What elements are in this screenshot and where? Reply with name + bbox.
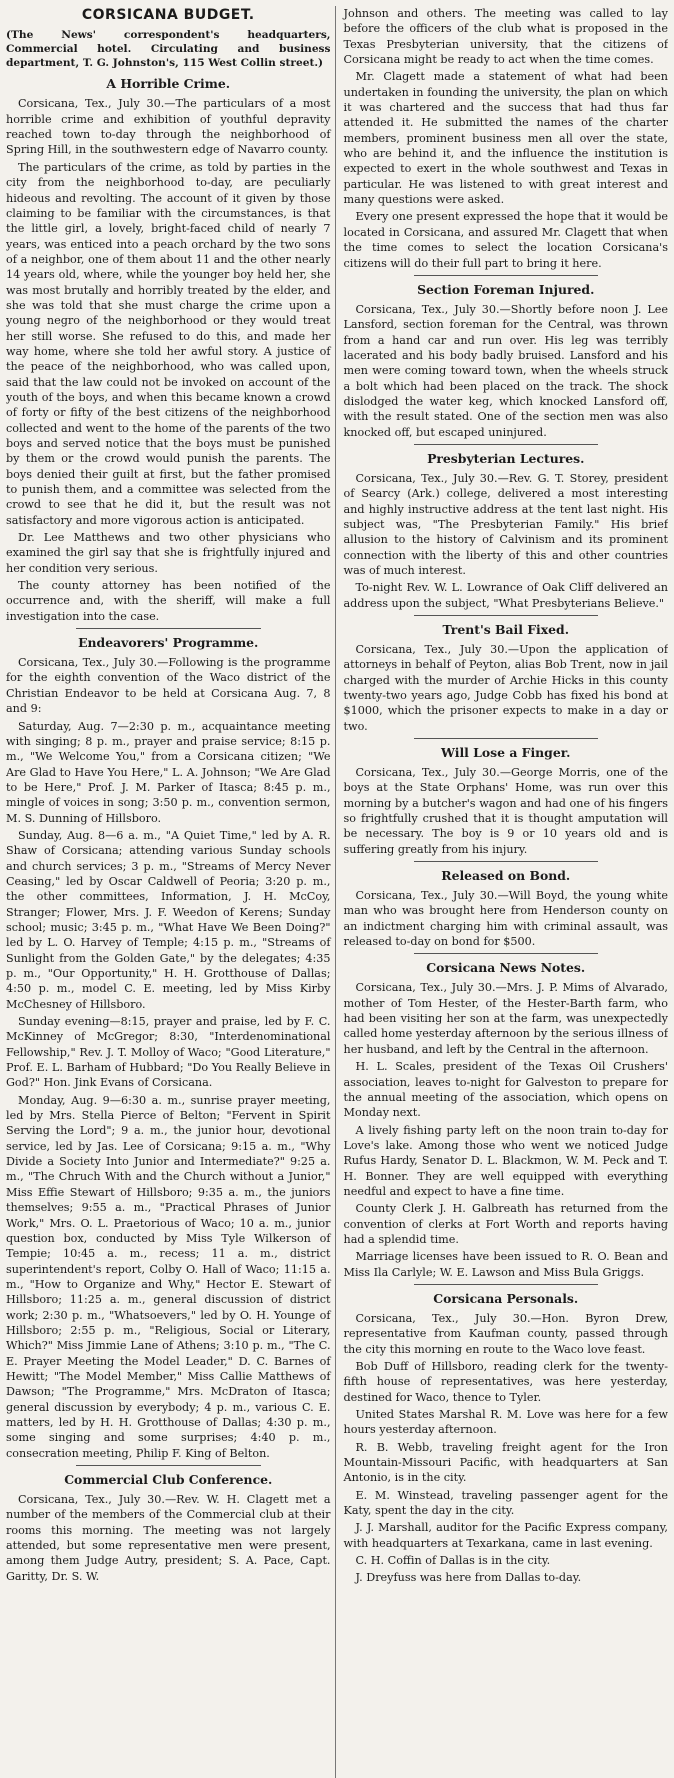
article-paragraph: Corsicana, Tex., July 30.—Will Boyd, the young white man who was brought here from Henderson county on an indictment charging him with criminal assault, was released to-day on bond for $500. <box>343 889 668 949</box>
article-headline: Endeavorers' Programme. <box>78 635 259 651</box>
article-paragraph: United States Marshal R. M. Love was here for a few hours yesterday afternoon. <box>343 1408 668 1437</box>
left-articles <box>6 76 331 1584</box>
article <box>344 861 669 949</box>
right-column <box>336 6 669 1778</box>
article-headline: Released on Bond. <box>441 868 571 884</box>
columns <box>6 6 668 1778</box>
article <box>344 275 669 440</box>
article-paragraph: Johnson and others. The meeting was called to lay before the officers of the club what is proposed in the Texas Presbyterian university, that the citizens of Corsicana might be ready to act when the time comes. <box>343 7 668 67</box>
article-headline: Presbyterian Lectures. <box>427 450 585 466</box>
article-paragraph: Every one present expressed the hope that it would be located in Corsicana, and assured Mr. Clagett that when the time comes to select the location Corsicana's citizens will do their full part to bring it here. <box>343 210 668 270</box>
article <box>344 615 669 734</box>
article-paragraph: E. M. Winstead, traveling passenger agent for the Katy, spent the day in the city. <box>343 1488 668 1518</box>
article-headline: Commercial Club Conference. <box>64 1472 273 1487</box>
article-paragraph: Corsicana, Tex., July 30.—Upon the application of attorneys in behalf of Peyton, alias Bob Trent, now in jail charged with the murder of Archie Hicks in this county twenty-two years ago, Judge Cobb has fixed his bond at $1000, which the prisoner expects to make in a day or two. <box>343 642 668 733</box>
article-paragraph: Corsicana, Tex., July 30.—Mrs. J. P. Mims of Alvarado, mother of Tom Hester, of the Hester-Barth farm, who had been visiting her son at the farm, was unexpectedly called home yesterday afternoon by the serious illness of her husband, and left by the Central in the afternoon. <box>343 981 668 1056</box>
article-paragraph: R. B. Webb, traveling freight agent for the Iron Mountain-Missouri Pacific, with headquarters at San Antonio, is in the city. <box>343 1440 668 1485</box>
article <box>6 1465 331 1584</box>
article-paragraph: J. Dreyfuss was here from Dallas to-day. <box>355 1571 582 1585</box>
article <box>6 76 331 624</box>
article-paragraph: Sunday, Aug. 8—6 a. m., "A Quiet Time," led by A. R. Shaw of Corsicana; attending various Sunday schools and church services; 3 p. m., "Streams of Mercy Never Ceasing," led by Oscar Caldwell of Peoria; 3:20 p. m., the other committees, Information, J. H. McCoy, Stranger; Flower, Mrs. J. F. Weedon of Kerens; Sunday school; music; 3:45 p. m., "What Have We Been Doing?" led by L. O. Harvey of Temple; 4:15 p. m., "Streams of Sunlight from the Golden Gate," by the delegates; 4:35 p. m., "Our Opportunity," H. H. Grotthouse of Dallas; 4:50 p. m., model C. E. meeting, led by Miss Kirby McChesney of Hillsboro. <box>6 828 331 1011</box>
article-paragraph: The particulars of the crime, as told by parties in the city from the neighborhood to-day, are peculiarly hideous and revolting. The account of it given by those claiming to be familiar with the circumstances, is that the little girl, a lovely, bright-faced child of nearly 7 years, was enticed into a peach orchard by the two sons of a neighbor, one of them about 11 and the other nearly 14 years old, where, while the younger boy held her, she was most brutally and horribly treated by the elder, and she was told that she must charge the crime upon a young negro of the neighborhood or they would treat her still worse. She refused to do this, and made her way home, where she told her awful story. A justice of the peace of the neighborhood, who was called upon, said that the law could not be invoked on account of the youth of the boys, and when this became known a crowd of forty or fifty of the best citizens of the neighborhood collected and went to the home of the parents of the two boys and served notice that the boys must be punished by them or the crowd would punish the parents. The boys denied their guilt at first, but the father promised to punish them, and a committee was selected from the crowd to see that he did it, but the result was not satisfactory and more vigorous action is anticipated. <box>6 160 331 527</box>
article-paragraph: Saturday, Aug. 7—2:30 p. m., acquaintance meeting with singing; 8 p. m., prayer and praise service; 8:15 p. m., "We Welcome You," from a Corsicana citizen; "We Are Glad to Have You Here," L. A. Johnson; "We Are Glad to be Here," Prof. J. M. Parker of Itasca; 8:45 p. m., mingle of voices in song; 3:50 p. m., convention sermon, M. S. Dunning of Hillsboro. <box>6 719 331 825</box>
correspondent-note: (The News' correspondent's headquarters, Commercial hotel. Circulating and business department, T. G. Johnston's, 115 West Collin street.) <box>6 29 331 69</box>
article-paragraph: The county attorney has been notified of the occurrence and, with the sheriff, will make a full investigation into the case. <box>6 579 331 623</box>
article-paragraph: Corsicana, Tex., July 30.—Following is the programme for the eighth convention of the Waco district of the Christian Endeavor to be held at Corsicana Aug. 7, 8 and 9: <box>6 656 331 716</box>
article-paragraph: Corsicana, Tex., July 30.—The particulars of a most horrible crime and exhibition of youthful depravity reached town to-day through the neighborhood of Spring Hill, in the southwestern edge of Navarro county. <box>6 97 331 157</box>
article-headline: Corsicana Personals. <box>433 1290 579 1306</box>
article-divider <box>76 628 261 629</box>
article-paragraph: Mr. Clagett made a statement of what had been undertaken in founding the university, the plan on which it was chartered and the success that had thus far attended it. He submitted the names of the charter members, prominent business men all over the state, who are behind it, and the influence the institution is expected to exert in the whole southwest and Texas in particular. He was listened to with great interest and many questions were asked. <box>343 70 668 207</box>
article <box>344 738 669 857</box>
article-divider <box>76 1465 261 1466</box>
article-paragraph: Corsicana, Tex., July 30.—Rev. W. H. Clagett met a number of the members of the Commercial club at their rooms this morning. The meeting was not largely attended, but some representative men were present, among them Judge Autry, president; S. A. Pace, Capt. Garitty, Dr. S. W. <box>6 1492 331 1583</box>
article-paragraph: Sunday evening—8:15, prayer and praise, led by F. C. McKinney of McGregor; 8:30, "Interdenominational Fellowship," Rev. J. T. Molloy of Waco; "Good Literature," Prof. E. L. Barham of Hubbard; "Do You Really Believe in God?" Hon. Jink Evans of Corsicana. <box>6 1015 331 1090</box>
article-paragraph: Corsicana, Tex., July 30.—Hon. Byron Drew, representative from Kaufman county, passed through the city this morning en route to the Waco love feast. <box>343 1311 668 1356</box>
article-paragraph: H. L. Scales, president of the Texas Oil Crushers' association, leaves to-night for Galveston to prepare for the annual meeting of the association, which opens on Monday next. <box>343 1060 668 1120</box>
article <box>344 6 669 271</box>
article-paragraph: Corsicana, Tex., July 30.—Rev. G. T. Storey, president of Searcy (Ark.) college, delivered a most interesting and highly instructive address at the tent last night. His subject was, "The Presbyterian Family." His brief allusion to the history of Calvinism and its prominent connection with the liberty of this and other countries was of much interest. <box>343 471 668 577</box>
article-paragraph: A lively fishing party left on the noon train to-day for Love's lake. Among those who went we noticed Judge Rufus Hardy, Senator D. L. Blackmon, W. M. Peck and T. H. Bonner. They are well equipped with everything needful and expect to have a fine time. <box>343 1123 668 1198</box>
article-headline: Corsicana News Notes. <box>426 960 586 976</box>
article-divider <box>414 861 599 862</box>
article-headline: Section Foreman Injured. <box>417 281 595 297</box>
article-divider <box>414 738 599 739</box>
right-articles <box>344 6 669 1586</box>
left-column <box>6 6 336 1778</box>
article-divider <box>414 953 599 954</box>
article-paragraph: Marriage licenses have been issued to R. O. Bean and Miss Ila Carlyle; W. E. Lawson and Miss Bula Griggs. <box>343 1250 668 1279</box>
article-paragraph: To-night Rev. W. L. Lowrance of Oak Cliff delivered an address upon the subject, "What Presbyterians Believe." <box>343 581 668 610</box>
article-headline: A Horrible Crime. <box>106 76 231 92</box>
article-paragraph: C. H. Coffin of Dallas is in the city. <box>355 1554 551 1568</box>
article <box>6 628 331 1461</box>
article-headline: Will Lose a Finger. <box>441 745 571 761</box>
article-divider <box>414 275 599 276</box>
article-paragraph: Corsicana, Tex., July 30.—George Morris, one of the boys at the State Orphans' Home, was run over this morning by a butcher's wagon and had one of his fingers so frightfully crushed that it is thought amputation will be necessary. The boy is 9 or 10 years old and is suffering greatly from his injury. <box>343 766 668 856</box>
masthead: CORSICANA BUDGET. <box>81 7 255 23</box>
article-paragraph: Dr. Lee Matthews and two other physicians who examined the girl say that she is frightfully injured and her condition very serious. <box>6 531 331 575</box>
article-divider <box>414 615 599 616</box>
article-headline: Trent's Bail Fixed. <box>442 622 570 637</box>
article <box>344 444 669 611</box>
article-paragraph: J. J. Marshall, auditor for the Pacific Express company, with headquarters at Texarkana, came in last evening. <box>343 1521 668 1550</box>
article-divider <box>414 444 599 445</box>
article-paragraph: Corsicana, Tex., July 30.—Shortly before noon J. Lee Lansford, section foreman for the Central, was thrown from a hand car and run over. His leg was terribly lacerated and his body badly bruised. Lansford and his men were coming toward town, when the wheels struck a bolt which had been placed on the track. The shock dislodged the water keg, which knocked Lansford off, with the result stated. One of the section men was also knocked off, but escaped uninjured. <box>343 302 668 439</box>
article-divider <box>414 1284 599 1285</box>
article-paragraph: Monday, Aug. 9—6:30 a. m., sunrise prayer meeting, led by Mrs. Stella Pierce of Belton; "Fervent in Spirit Serving the Lord"; 9 a. m., the junior hour, devotional service, led by Jas. Lee of Corsicana; 9:15 a. m., "Why Divide a Society Into Junior and Intermediate?" 9:25 a. m., "The Chruch With and the Church without a Junior," Miss Effie Stewart of Hillsboro; 9:35 a. m., the juniors themselves; 9:55 a. m., "Practical Phrases of Junior Work," Mrs. O. L. Praetorious of Waco; 10 a. m., junior question box, conducted by Miss Tyle Wilkerson of Tempie; 10:45 a. m., recess; 11 a. m., district superintendent's report, Colby O. Hall of Waco; 11:15 a. m., "How to Organize and Why," Hector E. Stewart of Hillsboro; 11:25 a. m., general discussion of district work; 2:30 p. m., "Whatsoevers," led by O. H. Younge of Hillsboro; 2:55 p. m., "Religious, Social or Literary, Which?" Miss Jimmie Lane of Athens; 3:10 p. m., "The C. E. Prayer Meeting the Model Leader," D. C. Barnes of Hewitt; "The Model Member," Miss Callie Matthews of Dawson; "The Programme," Mrs. McDraton of Itasca; general discussion by everybody; 4 p. m., various C. E. matters, led by H. H. Grotthouse of Dallas; 4:30 p. m., some singing and some surprises; 4:40 p. m., consecration meeting, Philip F. King of Belton. <box>6 1093 331 1460</box>
article-paragraph: County Clerk J. H. Galbreath has returned from the convention of clerks at Fort Worth and reports having had a splendid time. <box>343 1202 668 1246</box>
article <box>344 1284 669 1586</box>
article-paragraph: Bob Duff of Hillsboro, reading clerk for the twenty-fifth house of representatives, was here yesterday, destined for Waco, thence to Tyler. <box>343 1359 668 1404</box>
article <box>344 953 669 1280</box>
